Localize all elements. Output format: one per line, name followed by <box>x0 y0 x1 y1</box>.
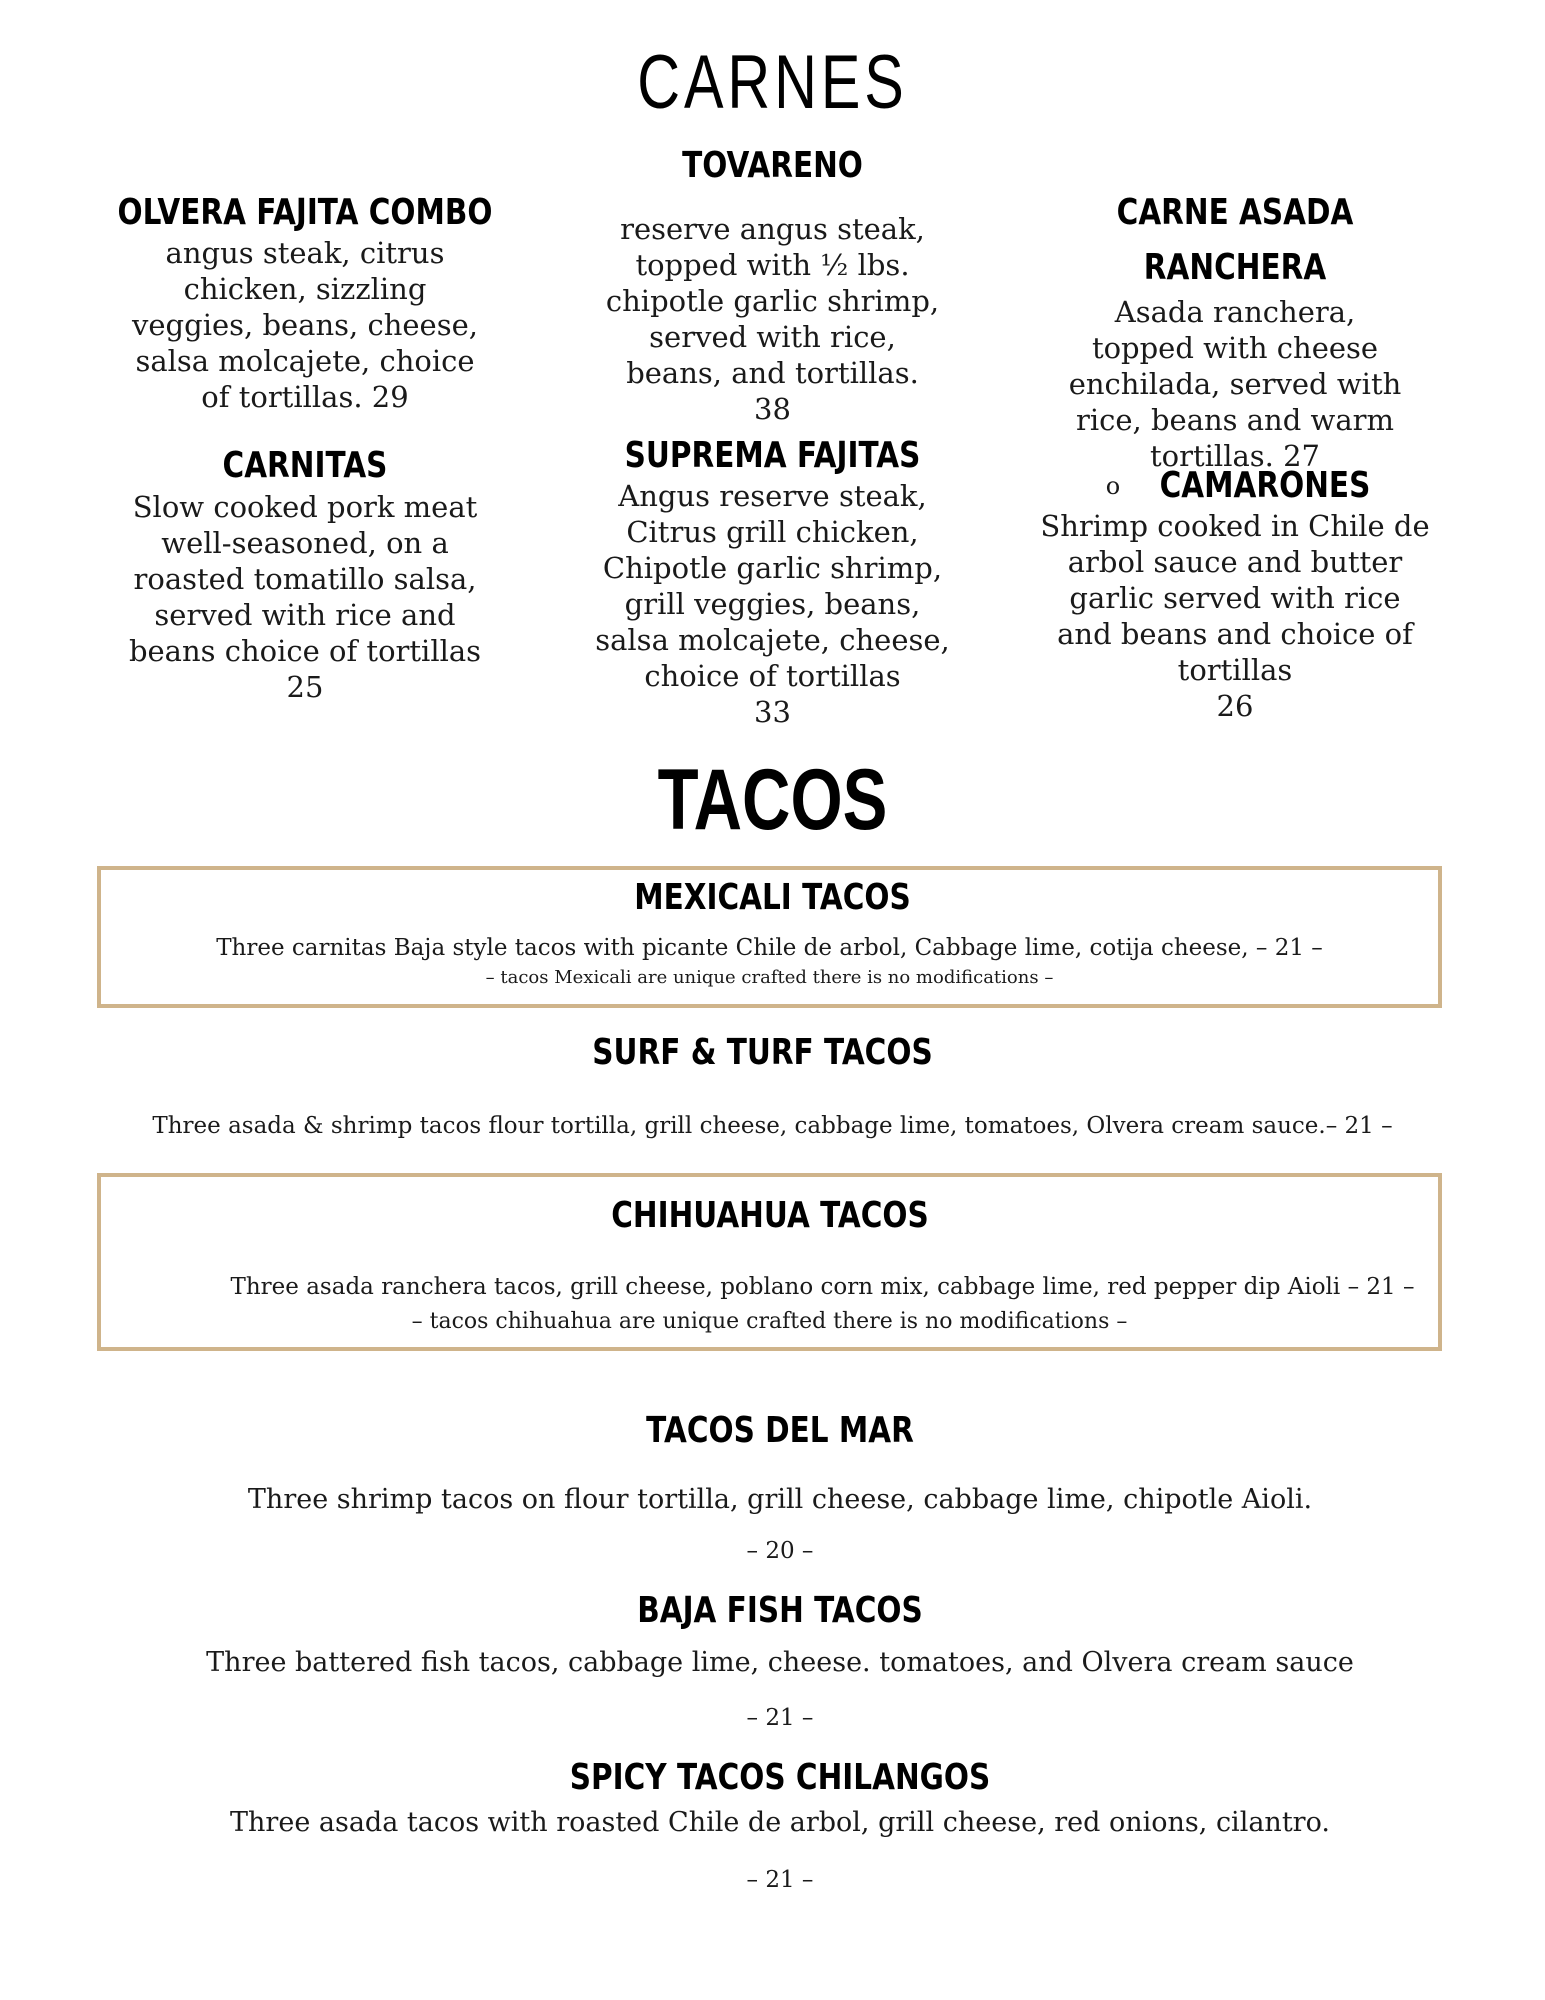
item-price-suprema-fajitas: 33 <box>754 695 791 729</box>
item-desc-tovareno: reserve angus steak, topped with ½ lbs. chipotle garlic shrimp, served with rice, beans, and tortillas. <box>605 212 940 390</box>
item-price-baja-fish-tacos: – 21 – <box>746 1705 814 1731</box>
item-note-mexicali-tacos: – tacos Mexicali are unique crafted there is no modifications – <box>485 967 1054 988</box>
item-desc-spicy-tacos-chilangos: Three asada tacos with roasted Chile de arbol, grill cheese, red onions, cilantro. <box>230 1807 1330 1838</box>
item-name-chihuahua-tacos: CHIHUAHUA TACOS <box>611 1195 929 1236</box>
item-desc-camarones: Shrimp cooked in Chile de arbol sauce and butter garlic served with rice and beans and choice of tortillas <box>1040 509 1430 687</box>
item-price-spicy-tacos-chilangos: – 21 – <box>746 1867 814 1893</box>
item-desc-tacos-del-mar: Three shrimp tacos on flour tortilla, grill cheese, cabbage lime, chipotle Aioli. <box>247 1484 1313 1515</box>
item-desc-surf-turf-tacos: Three asada & shrimp tacos flour tortilla, grill cheese, cabbage lime, tomatoes, Olvera cream sauce.– 21 – <box>152 1113 1393 1139</box>
item-name-tacos-del-mar: TACOS DEL MAR <box>646 1410 914 1451</box>
item-desc-olvera-fajita-combo: angus steak, citrus chicken, sizzling veggies, beans, cheese, salsa molcajete, choice of tortillas. 29 <box>132 236 478 414</box>
item-price-carnitas: 25 <box>286 670 324 704</box>
item-desc-suprema-fajitas: Angus reserve steak, Citrus grill chicken, Chipotle garlic shrimp, grill veggies, beans, salsa molcajete, cheese, choice of tortillas <box>595 479 950 693</box>
item-marker-camarones: o <box>1105 472 1121 500</box>
item-name-camarones: CAMARONES <box>1159 465 1371 506</box>
item-name-carne-asada-line2: RANCHERA <box>1143 247 1327 288</box>
item-desc-chihuahua-tacos: Three asada ranchera tacos, grill cheese, poblano corn mix, cabbage lime, red pepper dip Aioli – 21 – <box>230 1274 1415 1300</box>
item-desc-carnitas: Slow cooked pork meat well-seasoned, on a roasted tomatillo salsa, served with rice and beans choice of tortillas <box>128 490 482 668</box>
item-note-chihuahua-tacos: – tacos chihuahua are unique crafted there is no modifications – <box>411 1309 1128 1334</box>
item-price-tovareno: 38 <box>754 392 791 426</box>
item-name-mexicali-tacos: MEXICALI TACOS <box>634 877 911 918</box>
item-name-baja-fish-tacos: BAJA FISH TACOS <box>637 1590 923 1631</box>
item-desc-carne-asada: Asada ranchera, topped with cheese enchilada, served with rice, beans and warm tortillas. 27 <box>1068 295 1402 473</box>
item-name-spicy-tacos-chilangos: SPICY TACOS CHILANGOS <box>569 1757 991 1798</box>
item-desc-baja-fish-tacos: Three battered fish tacos, cabbage lime, cheese. tomatoes, and Olvera cream sauce <box>206 1647 1354 1678</box>
section-title-carnes: CARNES <box>637 40 908 125</box>
item-price-camarones: 26 <box>1216 689 1254 723</box>
section-title-tacos: TACOS <box>657 752 888 848</box>
item-desc-mexicali-tacos: Three carnitas Baja style tacos with picante Chile de arbol, Cabbage lime, cotija cheese, – 21 – <box>216 935 1323 961</box>
item-name-carne-asada-line1: CARNE ASADA <box>1116 192 1354 233</box>
item-name-surf-turf-tacos: SURF & TURF TACOS <box>592 1032 933 1073</box>
item-name-suprema-fajitas: SUPREMA FAJITAS <box>624 435 921 476</box>
item-name-tovareno: TOVARENO <box>682 145 863 186</box>
item-name-carnitas: CARNITAS <box>222 445 388 486</box>
item-name-olvera-fajita-combo: OLVERA FAJITA COMBO <box>117 192 493 233</box>
item-price-tacos-del-mar: – 20 – <box>746 1538 814 1564</box>
